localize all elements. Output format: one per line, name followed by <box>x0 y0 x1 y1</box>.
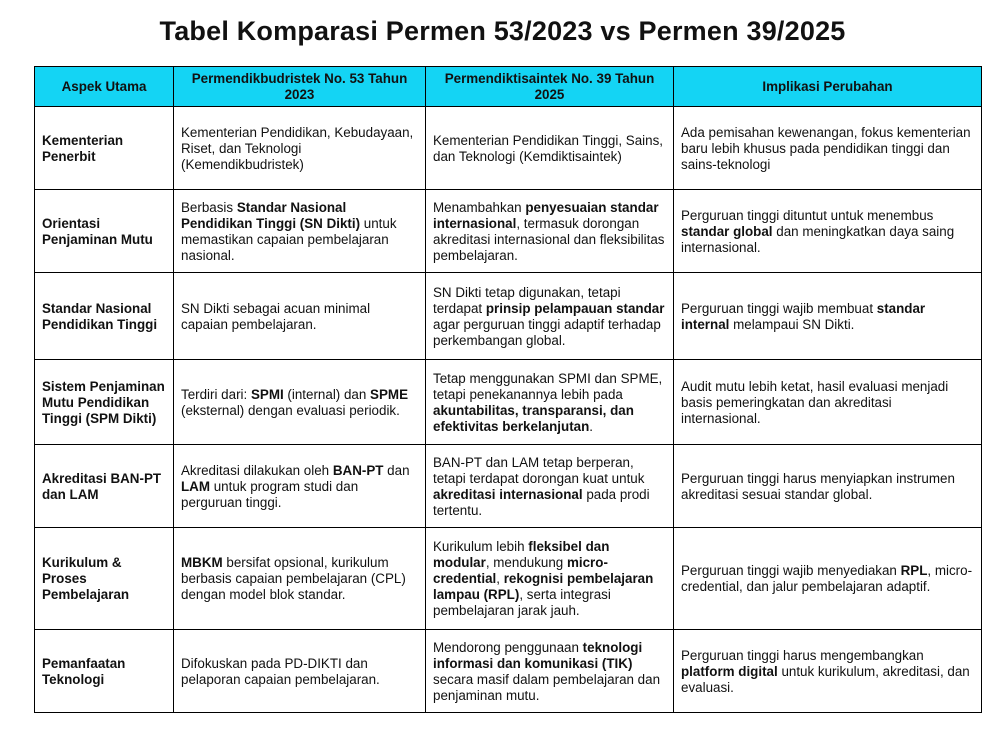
text-run: Berbasis <box>181 199 237 215</box>
text-run: melampaui SN Dikti. <box>729 316 855 332</box>
implikasi-cell <box>674 107 982 190</box>
permen53-cell <box>174 445 426 528</box>
implikasi-cell <box>674 528 982 630</box>
bold-text-run: micro-credential <box>433 555 608 586</box>
implikasi-cell <box>674 273 982 360</box>
text-run: untuk program studi dan perguruan tinggi. <box>181 478 359 510</box>
text-run: Perguruan tinggi dituntut untuk menembus <box>681 207 934 223</box>
text-run: (eksternal) dengan evaluasi periodik. <box>181 402 400 418</box>
aspect-cell: Kurikulum & Proses Pembelajaran <box>35 528 174 630</box>
permen53-cell <box>174 360 426 445</box>
text-run: Terdiri dari: <box>181 386 251 402</box>
bold-text-run: LAM <box>181 478 211 494</box>
permen53-cell <box>174 528 426 630</box>
bold-text-run: akreditasi internasional <box>433 486 583 502</box>
text-run: dan meningkatkan daya saing internasional. <box>681 223 955 255</box>
text-run: Kurikulum lebih <box>433 539 529 554</box>
text-run: SN Dikti sebagai acuan minimal capaian pembelajaran. <box>181 300 371 332</box>
header-implikasi: Implikasi Perubahan <box>674 67 982 107</box>
bold-text-run: Standar Nasional Pendidikan Tinggi (SN Dikti) <box>181 199 361 231</box>
table-row <box>35 190 982 273</box>
text-run: BAN-PT dan LAM tetap berperan, tetapi terdapat dorongan kuat untuk <box>433 454 645 486</box>
permen53-cell <box>174 630 426 713</box>
bold-text-run: rekognisi pembelajaran lampau (RPL) <box>433 571 654 602</box>
text-run: , micro-credential, dan jalur pembelajaran adaptif. <box>681 563 973 594</box>
comparison-table <box>34 66 982 713</box>
permen53-cell <box>174 107 426 190</box>
text-run: Perguruan tinggi wajib menyediakan <box>681 563 901 578</box>
text-run: Kementerian Pendidikan, Kebudayaan, Riset, dan Teknologi (Kemendikbudristek) <box>181 124 414 172</box>
text-run: SN Dikti tetap digunakan, tetapi terdapat <box>433 284 621 316</box>
text-run: , <box>496 571 504 586</box>
bold-text-run: fleksibel dan modular <box>433 539 610 570</box>
implikasi-cell <box>674 360 982 445</box>
header-permen-39: Permendiktisaintek No. 39 Tahun 2025 <box>426 67 674 107</box>
text-run: , termasuk dorongan akreditasi internasional dan fleksibilitas pembelajaran. <box>433 215 665 263</box>
implikasi-cell <box>674 630 982 713</box>
bold-text-run: penyesuaian standar internasional <box>433 199 659 231</box>
text-run: untuk kurikulum, akreditasi, dan evaluasi. <box>681 663 970 695</box>
text-run: Ada pemisahan kewenangan, fokus kementerian baru lebih khusus pada pendidikan tinggi dan sains-teknologi <box>681 124 971 172</box>
table-row <box>35 630 982 713</box>
text-run: Perguruan tinggi harus menyiapkan instrumen akreditasi sesuai standar global. <box>681 470 955 502</box>
text-run: Audit mutu lebih ketat, hasil evaluasi menjadi basis pemeringkatan dan akreditasi internasional. <box>681 378 949 426</box>
table-row <box>35 360 982 445</box>
bold-text-run: prinsip pelampauan standar <box>485 300 665 316</box>
aspect-cell: Akreditasi BAN-PT dan LAM <box>35 445 174 528</box>
bold-text-run: RPL <box>900 563 928 578</box>
table-row <box>35 107 982 190</box>
table-row <box>35 528 982 630</box>
permen39-cell <box>426 528 674 630</box>
text-run: pada prodi tertentu. <box>433 486 650 518</box>
table-header-row <box>35 67 982 107</box>
permen53-cell <box>174 190 426 273</box>
aspect-cell: Sistem Penjaminan Mutu Pendidikan Tinggi (SPM Dikti) <box>35 360 174 445</box>
text-run: . <box>589 418 594 434</box>
header-aspek-utama: Aspek Utama <box>35 67 174 107</box>
text-run: , serta integrasi pembelajaran jarak jauh. <box>433 587 611 618</box>
aspect-cell: Standar Nasional Pendidikan Tinggi <box>35 273 174 360</box>
text-run: Kementerian Pendidikan Tinggi, Sains, dan Teknologi (Kemdiktisaintek) <box>433 132 664 164</box>
bold-text-run: teknologi informasi dan komunikasi (TIK) <box>433 639 643 671</box>
text-run: Mendorong penggunaan <box>433 639 583 655</box>
text-run: Perguruan tinggi wajib membuat <box>681 300 877 316</box>
aspect-cell: Pemanfaatan Teknologi <box>35 630 174 713</box>
text-run: Tetap menggunakan SPMI dan SPME, tetapi penekanannya lebih pada <box>433 370 663 402</box>
bold-text-run: SPMI <box>250 386 284 402</box>
bold-text-run: MBKM <box>181 555 223 570</box>
bold-text-run: standar internal <box>681 300 926 332</box>
text-run: Perguruan tinggi harus mengembangkan <box>681 647 924 663</box>
permen53-cell <box>174 273 426 360</box>
implikasi-cell <box>674 445 982 528</box>
permen39-cell <box>426 630 674 713</box>
permen39-cell <box>426 445 674 528</box>
implikasi-cell <box>674 190 982 273</box>
text-run: Akreditasi dilakukan oleh <box>181 462 333 478</box>
text-run: (internal) dan <box>283 386 371 402</box>
page-title: Tabel Komparasi Permen 53/2023 vs Permen 39/2025 <box>159 16 846 46</box>
text-run: secara masif dalam pembelajaran dan penjaminan mutu. <box>433 671 661 703</box>
header-permen-53: Permendikbudristek No. 53 Tahun 2023 <box>174 67 426 107</box>
bold-text-run: SPME <box>370 386 408 402</box>
bold-text-run: akuntabilitas, transparansi, dan efektivitas berkelanjutan <box>433 402 634 434</box>
permen39-cell <box>426 107 674 190</box>
aspect-cell: Kementerian Penerbit <box>35 107 174 190</box>
permen39-cell <box>426 273 674 360</box>
bold-text-run: platform digital <box>681 663 778 679</box>
text-run: , mendukung <box>485 555 567 570</box>
text-run: untuk memastikan capaian pembelajaran nasional. <box>181 215 397 263</box>
text-run: Difokuskan pada PD-DIKTI dan pelaporan capaian pembelajaran. <box>181 655 380 687</box>
text-run: dan <box>383 462 410 478</box>
text-run: agar perguruan tinggi adaptif terhadap perkembangan global. <box>433 316 661 348</box>
text-run: bersifat opsional, kurikulum berbasis capaian pembelajaran (CPL) dengan model blok standar. <box>181 555 406 602</box>
permen39-cell <box>426 190 674 273</box>
table-row <box>35 273 982 360</box>
permen39-cell <box>426 360 674 445</box>
table-row <box>35 445 982 528</box>
text-run: Menambahkan <box>433 199 526 215</box>
aspect-cell: Orientasi Penjaminan Mutu <box>35 190 174 273</box>
bold-text-run: standar global <box>681 223 773 239</box>
bold-text-run: BAN-PT <box>332 462 384 478</box>
